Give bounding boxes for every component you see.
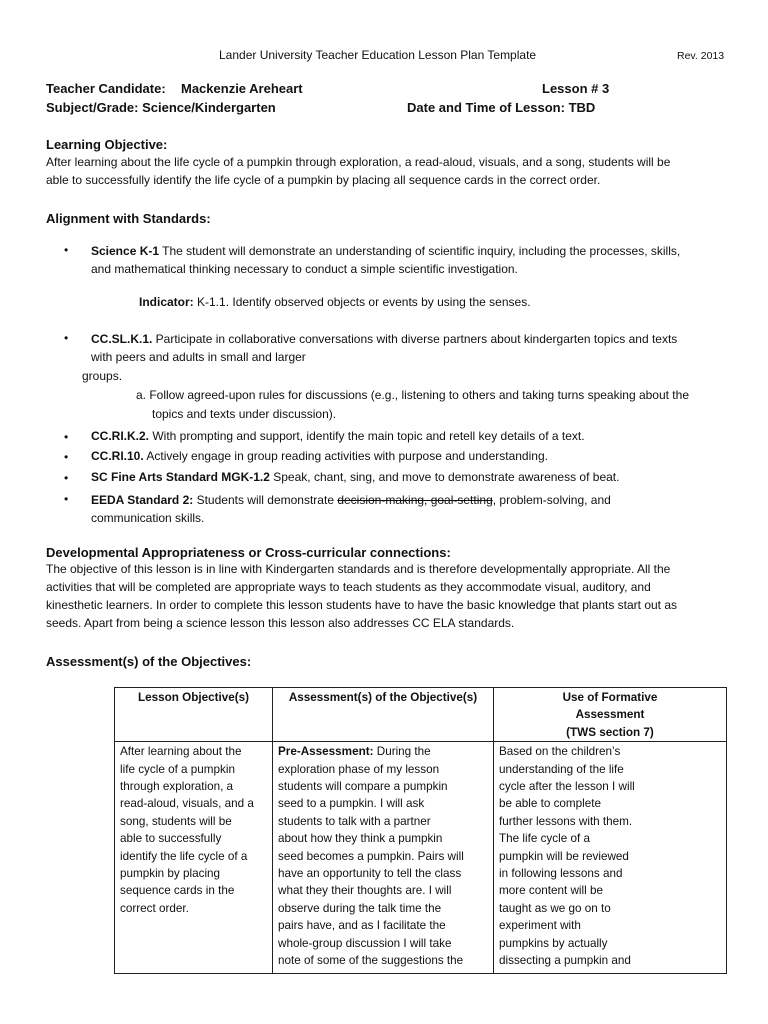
- assessment-heading: Assessment(s) of the Objectives:: [46, 654, 252, 669]
- standard-sl: CC.SL.K.1. Participate in collaborative conversations with diverse partners about kindergarten topics and texts with peers and adults in small and larger: [91, 332, 678, 364]
- standard-eeda: EEDA Standard 2: Students will demonstrate decision-making, goal-setting, problem-solving, and communication skills.: [91, 493, 611, 525]
- bullet-icon: •: [64, 331, 69, 345]
- bullet-icon: •: [64, 450, 69, 464]
- document-title: Lander University Teacher Education Lesson Plan Template: [219, 48, 537, 62]
- bullet-icon: •: [64, 492, 69, 506]
- standard-ri-10: CC.RI.10. Actively engage in group reading activities with purpose and understanding.: [91, 449, 548, 463]
- developmental-line: activities that will be completed are appropriate ways to teach students as they accommodate visual, auditory, and: [46, 580, 651, 594]
- standard-sl-sub: a. Follow agreed-upon rules for discussions (e.g., listening to others and taking turns speaking about the: [136, 388, 689, 402]
- learning-objective-heading: Learning Objective:: [46, 137, 168, 152]
- assessment-table: [114, 687, 727, 974]
- subject-grade: Subject/Grade: Science/Kindergarten: [46, 100, 276, 115]
- revision-label: Rev. 2013: [677, 50, 725, 62]
- bullet-icon: •: [64, 430, 69, 444]
- cell-assessment: Pre-Assessment: During the exploration phase of my lesson students will compare a pumpkin seed to a pumpkin. I will ask students to talk with a partner about how they think a pumpkin seed becomes a pumpkin. Pairs will have an opportunity to tell the class what they their thoughts are. I will observe during the talk time the pairs have, and as I facilitate the whole-group discussion I will take note of some of the suggestions the: [273, 742, 494, 974]
- standard-fine-arts: SC Fine Arts Standard MGK-1.2 Speak, chant, sing, and move to demonstrate awareness of beat.: [91, 470, 620, 484]
- developmental-line: The objective of this lesson is in line with Kindergarten standards and is therefore developmentally appropriate. All the: [46, 562, 671, 576]
- col-header-formative: Use of Formative Assessment (TWS section 7): [494, 688, 727, 742]
- bullet-icon: •: [64, 243, 69, 257]
- col-header-objective: Lesson Objective(s): [115, 688, 273, 742]
- cell-formative: Based on the children’s understanding of the life cycle after the lesson I will be able to complete further lessons with them. The life cycle of a pumpkin will be reviewed in following lessons and more content will be taught as we go on to experiment with pumpkins by actually dissecting a pumpkin and: [494, 742, 727, 974]
- standard-indicator: Indicator: K-1.1. Identify observed objects or events by using the senses.: [139, 295, 531, 309]
- standards-heading: Alignment with Standards:: [46, 211, 211, 226]
- objective-line: able to successfully identify the life cycle of a pumpkin by placing all sequence cards in the correct order.: [46, 173, 601, 187]
- developmental-line: kinesthetic learners. In order to complete this lesson students have to have the basic knowledge that plants start out as: [46, 598, 678, 612]
- table-header-row: [115, 688, 727, 742]
- standard-sl-sub: topics and texts under discussion).: [152, 407, 337, 421]
- date-time-value: TBD: [568, 100, 596, 115]
- standard-sl-cont: groups.: [82, 369, 123, 383]
- standard-science: Science K-1 The student will demonstrate an understanding of scientific inquiry, including the processes, skills, and mathematical thinking necessary to conduct a simple scientific investigation.: [91, 244, 681, 276]
- col-header-assessment: Assessment(s) of the Objective(s): [273, 688, 494, 742]
- date-time-label: Date and Time of Lesson: TBD: [407, 100, 596, 115]
- candidate-label: Teacher Candidate:: [46, 81, 166, 96]
- lesson-number: Lesson # 3: [542, 81, 610, 96]
- bullet-icon: •: [64, 471, 69, 485]
- objective-line: After learning about the life cycle of a pumpkin through exploration, a read-aloud, visuals, and a song, students will be: [46, 155, 671, 169]
- table-row: [115, 742, 727, 974]
- cell-objective: After learning about the life cycle of a pumpkin through exploration, a read-aloud, visuals, and a song, students will be able to successfully identify the life cycle of a pumpkin by placing sequence cards in the correct order.: [115, 742, 273, 974]
- developmental-line: seeds. Apart from being a science lesson this lesson also addresses CC ELA standards.: [46, 616, 515, 630]
- standard-ri-k2: CC.RI.K.2. With prompting and support, identify the main topic and retell key details of a text.: [91, 429, 585, 443]
- candidate-name: Mackenzie Areheart: [181, 81, 303, 96]
- developmental-heading: Developmental Appropriateness or Cross-curricular connections:: [46, 545, 451, 560]
